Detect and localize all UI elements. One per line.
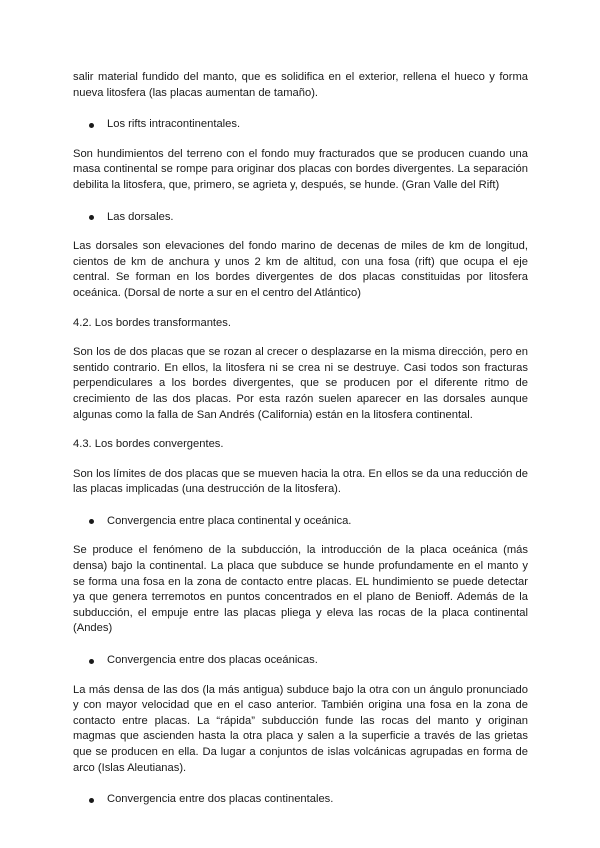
- bullet-text: Convergencia entre dos placas oceánicas.: [107, 654, 318, 667]
- bullet-oceanicas: [73, 653, 528, 669]
- document-page: [73, 70, 528, 808]
- bullet-rifts: [73, 117, 528, 133]
- section-heading-transformantes: 4.2. Los bordes transformantes.: [73, 316, 231, 329]
- paragraph-dorsales: Las dorsales son elevaciones del fondo marino de decenas de miles de km de longitud, cientos de km de anchura y unos 2 km de altitud, con una fosa (rift) que ocupa el eje central. Se forman en los bordes divergentes de dos placas constituidas por litosfera oceánica. (Dorsal de norte a sur en el centro del Atlántico): [73, 240, 528, 299]
- paragraph-continuation: salir material fundido del manto, que es solidifica en el exterior, rellena el hueco y forma nueva litosfera (las placas aumentan de tamaño).: [73, 71, 528, 99]
- section-heading-convergentes: 4.3. Los bordes convergentes.: [73, 438, 224, 451]
- bullet-dot-icon: [89, 519, 94, 524]
- bullet-continentales: [73, 792, 528, 808]
- bullet-dot-icon: [89, 659, 94, 664]
- bullet-text: Convergencia entre dos placas continentales.: [107, 793, 334, 806]
- bullet-dorsales: [73, 210, 528, 226]
- paragraph-transformantes: Son los de dos placas que se rozan al crecer o desplazarse en la misma dirección, pero en sentido contrario. En ellos, la litosfera ni se crea ni se destruye. Casi todos son fracturas perpendiculares a los bordes divergentes, que se producen por el diferente ritmo de crecimiento de las dos placas. Por esta razón suelen aparecer en las dorsales aunque algunas como la falla de San Andrés (California) están en la litosfera continental.: [73, 346, 528, 421]
- paragraph-convergentes: Son los límites de dos placas que se mueven hacia la otra. En ellos se da una reducción de las placas implicadas (una destrucción de la litosfera).: [73, 467, 528, 496]
- bullet-text: Los rifts intracontinentales.: [107, 118, 241, 131]
- bullet-continental-oceanica: [73, 514, 528, 530]
- paragraph-rifts: Son hundimientos del terreno con el fondo muy fracturados que se producen cuando una masa continental se rompe para originar dos placas con bordes divergentes. La separación debilita la litosfera, que, primero, se agrieta y, después, se hunde. (Gran Valle del Rift): [73, 147, 528, 191]
- paragraph-oceanicas: La más densa de las dos (la más antigua) subduce bajo la otra con un ángulo pronunciado y con mayor velocidad que en el caso anterior. También origina una fosa en la zona de contacto entre placas. La “rápida” subducción funde las rocas del manto y originan magmas que ascienden hasta la otra placa y salen a la superficie a través de las grietas que se producen en ella. Da lugar a conjuntos de islas volcánicas agrupadas en forma de arco (Islas Aleutianas).: [73, 683, 528, 774]
- bullet-dot-icon: [89, 798, 94, 803]
- bullet-text: Las dorsales.: [107, 210, 174, 223]
- bullet-dot-icon: [89, 123, 94, 128]
- bullet-text: Convergencia entre placa continental y oceánica.: [107, 514, 352, 527]
- bullet-dot-icon: [89, 215, 94, 220]
- paragraph-subduccion: Se produce el fenómeno de la subducción, la introducción de la placa oceánica (más densa) bajo la continental. La placa que subduce se hunde profundamente en el manto y se forma una fosa en la zona de contacto entre placas. EL hundimiento se puede detectar ya que genera terremotos en puntos concentrados en el plano de Benioff. Además de la subducción, el empuje entre las placas pliega y eleva las rocas de la placa continental (Andes): [73, 544, 528, 635]
